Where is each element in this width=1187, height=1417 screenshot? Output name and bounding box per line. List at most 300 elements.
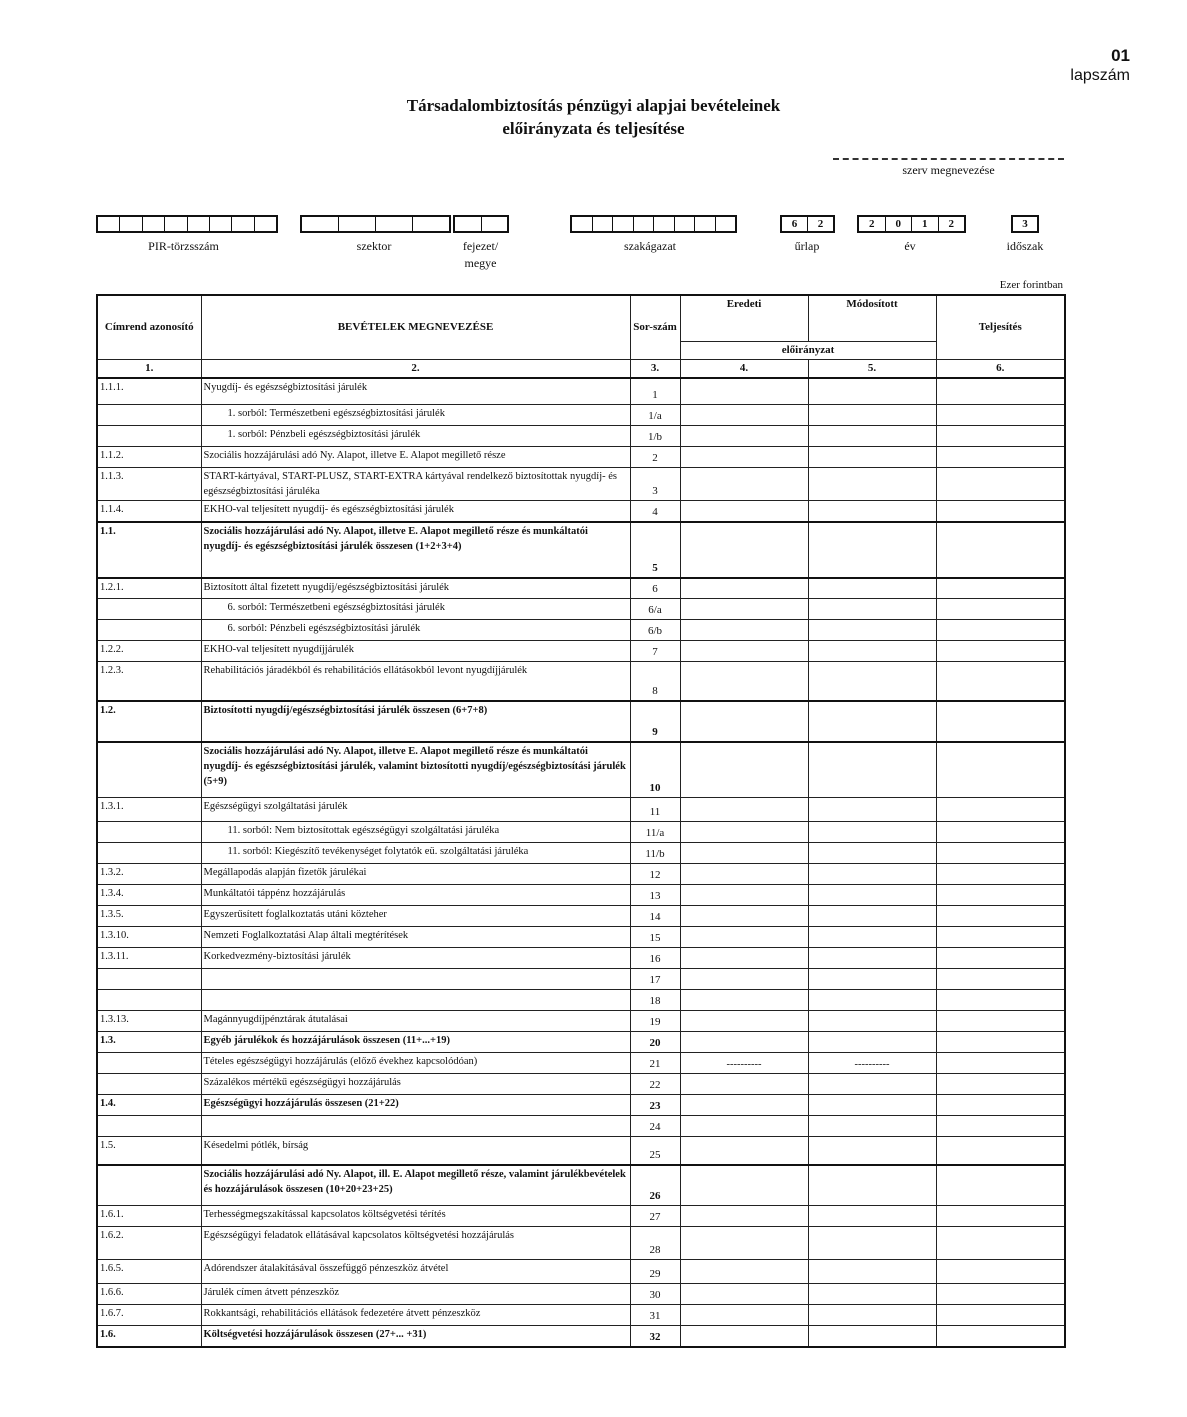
cell-teljesites[interactable] (936, 701, 1065, 742)
cell-teljesites[interactable] (936, 1116, 1065, 1137)
cell-eredeti[interactable] (680, 1305, 808, 1326)
cell-modositott[interactable]: ---------- (808, 1053, 936, 1074)
row-name: Korkedvezmény-biztosítási járulék (201, 948, 630, 969)
pir-digit-cell[interactable] (188, 217, 210, 231)
row-number: 11 (630, 798, 680, 822)
row-name: 1. sorból: Természetbeni egészségbiztosítási járulék (201, 405, 630, 426)
row-code (97, 620, 201, 641)
cell-modositott[interactable] (808, 1284, 936, 1305)
cell-eredeti[interactable] (680, 906, 808, 927)
cell-modositott[interactable] (808, 1137, 936, 1165)
row-code: 1.1.1. (97, 378, 201, 405)
cell-eredeti[interactable] (680, 1011, 808, 1032)
row-code (97, 1165, 201, 1206)
cell-eredeti[interactable] (680, 1116, 808, 1137)
cell-teljesites[interactable] (936, 885, 1065, 906)
header-teljesites: Teljesítés (936, 295, 1065, 359)
row-number: 15 (630, 927, 680, 948)
cell-modositott[interactable] (808, 701, 936, 742)
row-number: 20 (630, 1032, 680, 1053)
cell-teljesites[interactable] (936, 599, 1065, 620)
table-row (97, 501, 1065, 522)
ev-digit-cell[interactable]: 0 (886, 217, 913, 231)
row-name: Terhességmegszakítással kapcsolatos költségvetési térítés (201, 1206, 630, 1227)
cell-teljesites[interactable] (936, 1227, 1065, 1260)
cell-teljesites[interactable] (936, 641, 1065, 662)
header-eredeti: Eredeti (680, 295, 808, 341)
fejezet-digit-cell[interactable] (482, 217, 508, 231)
cell-teljesites[interactable] (936, 948, 1065, 969)
row-number: 14 (630, 906, 680, 927)
urlap-code-boxes[interactable] (780, 215, 835, 233)
row-code (97, 990, 201, 1011)
row-number: 22 (630, 1074, 680, 1095)
table-row (97, 1206, 1065, 1227)
row-code (97, 822, 201, 843)
table-row (97, 885, 1065, 906)
szakagazat-digit-cell[interactable] (695, 217, 716, 231)
row-code: 1.3.2. (97, 864, 201, 885)
table-row (97, 522, 1065, 578)
table-row (97, 1053, 1065, 1074)
row-number: 24 (630, 1116, 680, 1137)
cell-teljesites[interactable] (936, 742, 1065, 798)
cell-modositott[interactable] (808, 1032, 936, 1053)
pir-digit-cell[interactable] (165, 217, 187, 231)
row-number: 11/b (630, 843, 680, 864)
row-number: 28 (630, 1227, 680, 1260)
table-row (97, 822, 1065, 843)
cell-teljesites[interactable] (936, 906, 1065, 927)
cell-eredeti[interactable] (680, 1095, 808, 1116)
unit-label: Ezer forintban (999, 279, 1063, 291)
ev-digit-cell[interactable]: 2 (948, 218, 954, 230)
cell-teljesites[interactable] (936, 843, 1065, 864)
cell-modositott[interactable] (808, 1074, 936, 1095)
row-name: Nyugdíj- és egészségbiztosítási járulék (201, 378, 630, 405)
table-row (97, 948, 1065, 969)
pir-digit-cell[interactable] (143, 217, 165, 231)
row-number: 25 (630, 1137, 680, 1165)
urlap-digit-cell[interactable]: 6 (782, 217, 808, 231)
row-number: 6 (630, 578, 680, 599)
table-row (97, 843, 1065, 864)
pir-digit-cell[interactable] (255, 217, 276, 231)
table-row (97, 1305, 1065, 1326)
row-number: 7 (630, 641, 680, 662)
cell-modositott[interactable] (808, 522, 936, 578)
row-code: 1.6.2. (97, 1227, 201, 1260)
cell-modositott[interactable] (808, 864, 936, 885)
table-row (97, 1074, 1065, 1095)
row-code (97, 1074, 201, 1095)
row-code (97, 1053, 201, 1074)
cell-modositott[interactable] (808, 378, 936, 405)
cell-teljesites[interactable] (936, 662, 1065, 701)
row-code: 1.3.11. (97, 948, 201, 969)
title-line-1: Társadalombiztosítás pénzügyi alapjai bevételeinek (406, 96, 781, 115)
cell-modositott[interactable] (808, 468, 936, 501)
row-name: Késedelmi pótlék, bírság (201, 1137, 630, 1165)
table-row (97, 906, 1065, 927)
table-row (97, 1011, 1065, 1032)
cell-modositott[interactable] (808, 1095, 936, 1116)
cell-teljesites[interactable] (936, 927, 1065, 948)
row-number: 1 (630, 378, 680, 405)
cell-teljesites[interactable] (936, 1284, 1065, 1305)
row-name: 11. sorból: Kiegészítő tevékenységet folytatók eü. szolgáltatási járuléka (201, 843, 630, 864)
row-code: 1.1. (97, 522, 201, 578)
szakagazat-digit-cell[interactable] (675, 217, 696, 231)
row-name: Tételes egészségügyi hozzájárulás (előző évekhez kapcsolódóan) (201, 1053, 630, 1074)
header-sorszam: Sor-szám (630, 295, 680, 359)
cell-eredeti[interactable] (680, 822, 808, 843)
header-col-3: 3. (630, 359, 680, 378)
cell-teljesites[interactable] (936, 620, 1065, 641)
cell-modositott[interactable] (808, 948, 936, 969)
row-code: 1.6.6. (97, 1284, 201, 1305)
ev-digit-cell[interactable]: 1 (912, 217, 939, 231)
row-code (97, 742, 201, 798)
row-code (97, 1116, 201, 1137)
row-name: Szociális hozzájárulási adó Ny. Alapot, ill. E. Alapot megillető része, valamint járulékbevételek és hozzájárulások összesen (10+20+23+25) (201, 1165, 630, 1206)
row-code: 1.3.1. (97, 798, 201, 822)
cell-teljesites[interactable] (936, 405, 1065, 426)
table-row (97, 578, 1065, 599)
row-name: Egyéb járulékok és hozzájárulások összesen (11+...+19) (201, 1032, 630, 1053)
table-row (97, 990, 1065, 1011)
cell-eredeti[interactable]: ---------- (680, 1053, 808, 1074)
row-number: 21 (630, 1053, 680, 1074)
row-number: 27 (630, 1206, 680, 1227)
cell-modositott[interactable] (808, 599, 936, 620)
header-col-5: 5. (808, 359, 936, 378)
row-name: Járulék címen átvett pénzeszköz (201, 1284, 630, 1305)
row-code: 1.6. (97, 1326, 201, 1347)
row-name: Rehabilitációs járadékból és rehabilitációs ellátásokból levont nyugdíjjárulék (201, 662, 630, 701)
cell-modositott[interactable] (808, 1227, 936, 1260)
szakagazat-digit-cell[interactable] (716, 217, 736, 231)
cell-eredeti[interactable] (680, 447, 808, 468)
header-col-4: 4. (680, 359, 808, 378)
pir-digit-cell[interactable] (232, 217, 254, 231)
row-code: 1.1.4. (97, 501, 201, 522)
cell-teljesites[interactable] (936, 1032, 1065, 1053)
pir-digit-cell[interactable] (210, 217, 232, 231)
cell-modositott[interactable] (808, 742, 936, 798)
szektor-code-label: szektor (356, 239, 392, 253)
cell-eredeti[interactable] (680, 701, 808, 742)
pir-digit-cell[interactable] (98, 217, 120, 231)
row-number: 12 (630, 864, 680, 885)
row-code: 1.2.1. (97, 578, 201, 599)
cell-eredeti[interactable] (680, 1206, 808, 1227)
header-eloiranyzat: előirányzat (680, 341, 936, 359)
cell-eredeti[interactable] (680, 1032, 808, 1053)
cell-modositott[interactable] (808, 447, 936, 468)
cell-teljesites[interactable] (936, 1011, 1065, 1032)
row-code: 1.5. (97, 1137, 201, 1165)
row-name: Szociális hozzájárulási adó Ny. Alapot, illetve E. Alapot megillető része és munkáltatói nyugdíj- és egészségbiztosítási járulék, valamint biztosítotti nyugdíj/egészségbiztosítási járulék (5+9) (201, 742, 630, 798)
cell-teljesites[interactable] (936, 468, 1065, 501)
cell-teljesites[interactable] (936, 990, 1065, 1011)
row-name: Munkáltatói táppénz hozzájárulás (201, 885, 630, 906)
header-col-2: 2. (201, 359, 630, 378)
cell-eredeti[interactable] (680, 501, 808, 522)
cell-eredeti[interactable] (680, 990, 808, 1011)
szektor-digit-cell[interactable] (376, 217, 413, 231)
cell-teljesites[interactable] (936, 1053, 1065, 1074)
row-number: 6/a (630, 599, 680, 620)
idoszak-digit-cell[interactable]: 3 (1022, 218, 1028, 230)
row-code: 1.1.3. (97, 468, 201, 501)
cell-eredeti[interactable] (680, 1074, 808, 1095)
cell-teljesites[interactable] (936, 426, 1065, 447)
page-number: 01 (1111, 46, 1130, 65)
table-row (97, 742, 1065, 798)
cell-teljesites[interactable] (936, 822, 1065, 843)
fejezet-code-label: fejezet/ megye (462, 239, 499, 270)
cell-modositott[interactable] (808, 1165, 936, 1206)
page-number-block (1070, 46, 1130, 86)
table-row (97, 927, 1065, 948)
cell-eredeti[interactable] (680, 522, 808, 578)
cell-modositott[interactable] (808, 578, 936, 599)
table-row (97, 447, 1065, 468)
cell-eredeti[interactable] (680, 1165, 808, 1206)
row-code: 1.4. (97, 1095, 201, 1116)
cell-modositott[interactable] (808, 426, 936, 447)
row-number: 1/a (630, 405, 680, 426)
cell-eredeti[interactable] (680, 405, 808, 426)
table-row (97, 405, 1065, 426)
cell-modositott[interactable] (808, 927, 936, 948)
cell-teljesites[interactable] (936, 501, 1065, 522)
cell-teljesites[interactable] (936, 447, 1065, 468)
cell-teljesites[interactable] (936, 1260, 1065, 1284)
table-row (97, 1227, 1065, 1260)
cell-eredeti[interactable] (680, 798, 808, 822)
table-row (97, 1165, 1065, 1206)
table-row (97, 378, 1065, 405)
ev-code-label: év (904, 239, 916, 253)
cell-eredeti[interactable] (680, 662, 808, 701)
cell-modositott[interactable] (808, 1305, 936, 1326)
szektor-digit-cell[interactable] (302, 217, 339, 231)
cell-eredeti[interactable] (680, 969, 808, 990)
table-row (97, 620, 1065, 641)
pir-code-boxes[interactable] (96, 215, 278, 233)
row-number: 11/a (630, 822, 680, 843)
row-number: 17 (630, 969, 680, 990)
row-name: Egészségügyi hozzájárulás összesen (21+22) (201, 1095, 630, 1116)
row-name: Magánnyugdíjpénztárak átutalásai (201, 1011, 630, 1032)
fejezet-digit-cell[interactable] (455, 217, 482, 231)
cell-modositott[interactable] (808, 1116, 936, 1137)
cell-eredeti[interactable] (680, 742, 808, 798)
row-number: 32 (630, 1326, 680, 1347)
cell-modositott[interactable] (808, 1326, 936, 1347)
row-code: 1.2. (97, 701, 201, 742)
header-col-1: 1. (97, 359, 201, 378)
cell-teljesites[interactable] (936, 1206, 1065, 1227)
szakagazat-digit-cell[interactable] (654, 217, 675, 231)
cell-modositott[interactable] (808, 662, 936, 701)
cell-eredeti[interactable] (680, 599, 808, 620)
row-name: Költségvetési hozzájárulások összesen (27+... +31) (201, 1326, 630, 1347)
row-code: 1.3. (97, 1032, 201, 1053)
urlap-code-label: űrlap (794, 239, 820, 253)
cell-teljesites[interactable] (936, 864, 1065, 885)
revenue-table (96, 294, 1066, 1348)
cell-teljesites[interactable] (936, 1095, 1065, 1116)
header-modositott: Módosított (808, 295, 936, 341)
cell-modositott[interactable] (808, 822, 936, 843)
cell-modositott[interactable] (808, 969, 936, 990)
cell-eredeti[interactable] (680, 1284, 808, 1305)
pir-digit-cell[interactable] (120, 217, 142, 231)
row-code: 1.3.4. (97, 885, 201, 906)
idoszak-code-boxes[interactable] (1011, 215, 1039, 233)
szakagazat-digit-cell[interactable] (572, 217, 593, 231)
title-line-2: előirányzata és teljesítése (502, 119, 685, 138)
cell-teljesites[interactable] (936, 378, 1065, 405)
row-number: 23 (630, 1095, 680, 1116)
cell-eredeti[interactable] (680, 843, 808, 864)
cell-teljesites[interactable] (936, 578, 1065, 599)
cell-modositott[interactable] (808, 405, 936, 426)
row-name: 1. sorból: Pénzbeli egészségbiztosítási járulék (201, 426, 630, 447)
szakagazat-code-label: szakágazat (624, 239, 676, 253)
row-name: Egyszerűsített foglalkoztatás utáni közteher (201, 906, 630, 927)
row-number: 26 (630, 1165, 680, 1206)
organization-name-field[interactable] (833, 158, 1064, 178)
cell-modositott[interactable] (808, 620, 936, 641)
row-name (201, 990, 630, 1011)
table-row (97, 599, 1065, 620)
table-row (97, 1284, 1065, 1305)
row-number: 6/b (630, 620, 680, 641)
cell-eredeti[interactable] (680, 927, 808, 948)
cell-modositott[interactable] (808, 1011, 936, 1032)
cell-modositott[interactable] (808, 1206, 936, 1227)
table-row (97, 641, 1065, 662)
urlap-digit-cell[interactable]: 2 (817, 218, 824, 230)
cell-eredeti[interactable] (680, 885, 808, 906)
cell-teljesites[interactable] (936, 1074, 1065, 1095)
cell-eredeti[interactable] (680, 578, 808, 599)
cell-eredeti[interactable] (680, 620, 808, 641)
row-code: 1.2.2. (97, 641, 201, 662)
cell-eredeti[interactable] (680, 378, 808, 405)
row-name: 11. sorból: Nem biztosítottak egészségügyi szolgáltatási járuléka (201, 822, 630, 843)
cell-eredeti[interactable] (680, 1326, 808, 1347)
szakagazat-code-boxes[interactable] (570, 215, 737, 233)
row-code: 1.2.3. (97, 662, 201, 701)
cell-teljesites[interactable] (936, 1326, 1065, 1347)
organization-name-label: szerv megnevezése (902, 163, 995, 177)
cell-teljesites[interactable] (936, 1305, 1065, 1326)
row-name: EKHO-val teljesített nyugdíj- és egészségbiztosítási járulék (201, 501, 630, 522)
cell-eredeti[interactable] (680, 1137, 808, 1165)
row-name: Biztosítotti nyugdíj/egészségbiztosítási járulék összesen (6+7+8) (201, 701, 630, 742)
cell-eredeti[interactable] (680, 948, 808, 969)
cell-teljesites[interactable] (936, 798, 1065, 822)
szakagazat-digit-cell[interactable] (613, 217, 634, 231)
table-row (97, 1032, 1065, 1053)
cell-teljesites[interactable] (936, 1165, 1065, 1206)
row-number: 1/b (630, 426, 680, 447)
row-name: Szociális hozzájárulási adó Ny. Alapot, illetve E. Alapot megillető része (201, 447, 630, 468)
row-name: START-kártyával, START-PLUSZ, START-EXTRA kártyával rendelkező biztosítottak nyugdíj- és egészségbiztosítási járuléka (201, 468, 630, 501)
row-code: 1.3.5. (97, 906, 201, 927)
row-code (97, 843, 201, 864)
document-title (0, 94, 1187, 140)
cell-modositott[interactable] (808, 1260, 936, 1284)
cell-eredeti[interactable] (680, 468, 808, 501)
cell-modositott[interactable] (808, 798, 936, 822)
header-megnevezes: BEVÉTELEK MEGNEVEZÉSE (201, 295, 630, 359)
szektor-digit-cell[interactable] (413, 217, 449, 231)
row-name: Biztosított által fizetett nyugdíj/egészségbiztosítási járulék (201, 578, 630, 599)
row-number: 31 (630, 1305, 680, 1326)
szektor-digit-cell[interactable] (339, 217, 376, 231)
ev-digit-cell[interactable]: 2 (859, 217, 886, 231)
cell-modositott[interactable] (808, 885, 936, 906)
szektor-code-boxes[interactable] (300, 215, 451, 233)
row-name: Megállapodás alapján fizetők járulékai (201, 864, 630, 885)
table-row (97, 864, 1065, 885)
row-number: 8 (630, 662, 680, 701)
row-code (97, 405, 201, 426)
row-number: 19 (630, 1011, 680, 1032)
header-col-6: 6. (936, 359, 1065, 378)
row-number: 2 (630, 447, 680, 468)
idoszak-code-label: időszak (1006, 239, 1044, 253)
row-name: 6. sorból: Természetbeni egészségbiztosítási járulék (201, 599, 630, 620)
cell-teljesites[interactable] (936, 1137, 1065, 1165)
cell-modositott[interactable] (808, 990, 936, 1011)
cell-modositott[interactable] (808, 501, 936, 522)
ev-code-boxes[interactable] (857, 215, 966, 233)
cell-eredeti[interactable] (680, 641, 808, 662)
row-name (201, 1116, 630, 1137)
cell-eredeti[interactable] (680, 1227, 808, 1260)
szakagazat-digit-cell[interactable] (634, 217, 655, 231)
cell-teljesites[interactable] (936, 522, 1065, 578)
header-cimrend: Címrend azonosító (97, 295, 201, 359)
row-code: 1.1.2. (97, 447, 201, 468)
table-row (97, 1095, 1065, 1116)
cell-eredeti[interactable] (680, 1260, 808, 1284)
cell-modositott[interactable] (808, 641, 936, 662)
row-name: Adórendszer átalakításával összefüggő pénzeszköz átvétel (201, 1260, 630, 1284)
cell-eredeti[interactable] (680, 426, 808, 447)
szakagazat-digit-cell[interactable] (593, 217, 614, 231)
row-code (97, 969, 201, 990)
table-row (97, 426, 1065, 447)
cell-teljesites[interactable] (936, 969, 1065, 990)
cell-modositott[interactable] (808, 906, 936, 927)
row-name: Egészségügyi szolgáltatási járulék (201, 798, 630, 822)
table-row (97, 701, 1065, 742)
table-row (97, 1260, 1065, 1284)
cell-modositott[interactable] (808, 843, 936, 864)
row-name (201, 969, 630, 990)
fejezet-code-boxes[interactable] (453, 215, 509, 233)
row-code: 1.6.1. (97, 1206, 201, 1227)
cell-eredeti[interactable] (680, 864, 808, 885)
